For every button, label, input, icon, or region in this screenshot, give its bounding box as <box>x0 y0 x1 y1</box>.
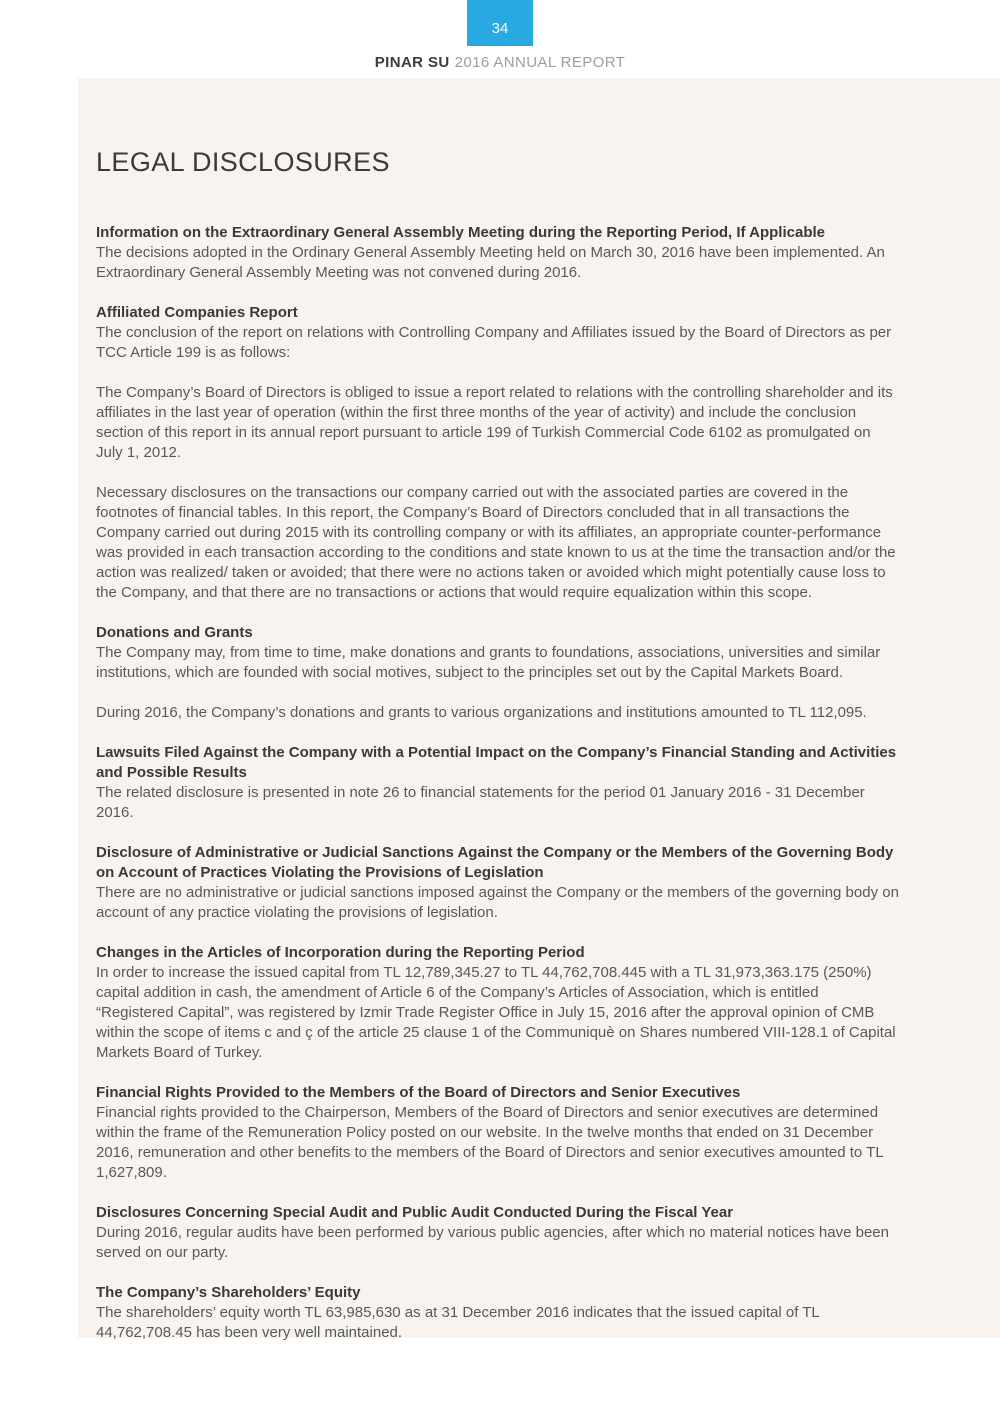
section-heading: Donations and Grants <box>96 624 253 642</box>
page-number-tab <box>467 0 533 46</box>
disclosure-section <box>96 623 900 723</box>
content-panel <box>78 78 1000 1342</box>
page-title: LEGAL DISCLOSURES <box>96 147 390 177</box>
disclosure-section <box>96 1083 900 1183</box>
section-paragraph: The decisions adopted in the Ordinary General Assembly Meeting held on March 30, 2016 have been implemented. An Extraordinary General Assembly Meeting was not convened during 2016. <box>96 244 885 282</box>
report-brand: PINAR SU <box>374 54 450 71</box>
section-heading: Disclosures Concerning Special Audit and Public Audit Conducted During the Fiscal Year <box>96 1204 734 1222</box>
page-number: 34 <box>491 19 509 37</box>
section-paragraph: In order to increase the issued capital from TL 12,789,345.27 to TL 44,762,708.445 with a TL 31,973,363.175 (250%) capital addition in cash, the amendment of Article 6 of the Company’s Articles of Association, which is entitled “Registered Capital”, was registered by Izmir Trade Register Office in July 15, 2016 after the approval opinion of CMB within the scope of items c and ç of the article 25 clause 1 of the Communiquè on Shares numbered VIII-128.1 of Capital Markets Board of Turkey. <box>96 964 896 1062</box>
section-heading: The Company’s Shareholders’ Equity <box>96 1284 361 1302</box>
section-paragraph: Necessary disclosures on the transactions our company carried out with the associated parties are covered in the footnotes of financial tables. In this report, the Company’s Board of Directors concluded that in all transactions the Company carried out during 2015 with its controlling company or with its affiliates, an appropriate counter-performance was provided in each transaction according to the conditions and state known to us at the time the transaction and/or the action was realized/ taken or avoided; that there were no actions taken or avoided which might potentially cause loss to the Company, and that there are no transactions or actions that would require equalization within this scope. <box>96 484 896 602</box>
section-paragraph: Financial rights provided to the Chairperson, Members of the Board of Directors and senior executives are determined within the frame of the Remuneration Policy posted on our website. In the twelve months that ended on 31 December 2016, remuneration and other benefits to the members of the Board of Directors and senior executives amounted to TL 1,627,809. <box>96 1104 884 1182</box>
section-heading: Changes in the Articles of Incorporation during the Reporting Period <box>96 944 585 962</box>
section-paragraph: The related disclosure is presented in note 26 to financial statements for the period 01 January 2016 - 31 December 2016. <box>96 784 865 822</box>
section-paragraph: The conclusion of the report on relations with Controlling Company and Affiliates issued by the Board of Directors as per TCC Article 199 is as follows: <box>96 324 892 362</box>
section-heading: Disclosure of Administrative or Judicial Sanctions Against the Company or the Members of the Governing Body on Account of Practices Violating the Provisions of Legislation <box>96 844 894 882</box>
section-heading: Financial Rights Provided to the Members of the Board of Directors and Senior Executives <box>96 1084 741 1102</box>
disclosure-section <box>96 223 900 283</box>
section-paragraph: During 2016, the Company’s donations and grants to various organizations and institutions amounted to TL 112,095. <box>96 704 867 722</box>
section-paragraph: The shareholders’ equity worth TL 63,985,630 as at 31 December 2016 indicates that the issued capital of TL 44,762,708.45 has been very well maintained. <box>96 1304 820 1342</box>
section-paragraph: The Company may, from time to time, make donations and grants to foundations, associations, universities and similar institutions, which are founded with social motives, subject to the principles set out by the Capital Markets Board. <box>96 644 881 682</box>
section-heading: Lawsuits Filed Against the Company with a Potential Impact on the Company’s Financial Standing and Activities and Possible Results <box>96 744 897 782</box>
section-heading: Affiliated Companies Report <box>96 304 298 322</box>
section-paragraph: The Company’s Board of Directors is obliged to issue a report related to relations with the controlling shareholder and its affiliates in the last year of operation (within the first three months of the year of activity) and include the conclusion section of this report in its annual report pursuant to article 199 of Turkish Commercial Code 6102 as promulgated on July 1, 2012. <box>96 384 893 462</box>
section-heading: Information on the Extraordinary General Assembly Meeting during the Reporting Period, If Applicable <box>96 224 825 242</box>
report-header <box>0 54 1000 71</box>
disclosure-section <box>96 1283 900 1343</box>
disclosure-section <box>96 1203 900 1263</box>
disclosure-section <box>96 943 900 1063</box>
disclosure-section <box>96 303 900 603</box>
disclosure-section <box>96 843 900 923</box>
report-subtitle: 2016 ANNUAL REPORT <box>454 54 626 71</box>
sections-container <box>96 223 900 1343</box>
disclosure-section <box>96 743 900 823</box>
section-paragraph: There are no administrative or judicial sanctions imposed against the Company or the members of the governing body on account of any practice violating the provisions of legislation. <box>96 884 899 922</box>
section-paragraph: During 2016, regular audits have been performed by various public agencies, after which no material notices have been served on our party. <box>96 1224 889 1262</box>
